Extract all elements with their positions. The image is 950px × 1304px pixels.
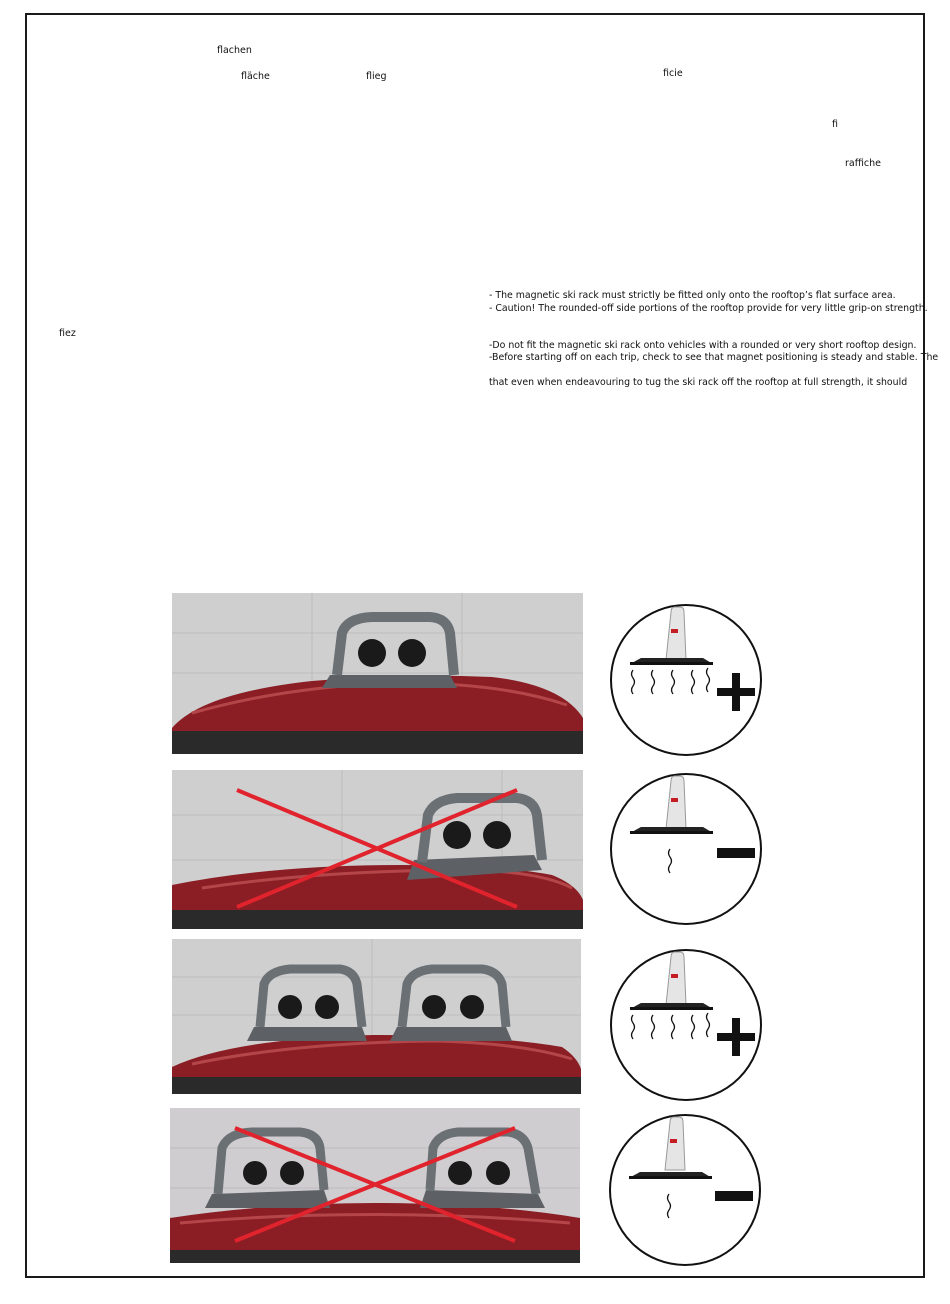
strong-grip-diagram-2 (608, 947, 764, 1103)
strong-grip-diagram (608, 602, 764, 758)
fragment-ficie: ficie (663, 68, 683, 79)
instruction-rounded-caution: - Caution! The rounded-off side portions of the rooftop provide for very little grip-on strength. (489, 303, 928, 314)
minus-sign-icon (717, 848, 755, 858)
fragment-flachen: flachen (217, 45, 252, 56)
instruction-vehicle-design: -Do not fit the magnetic ski rack onto vehicles with a rounded or very short rooftop design. (489, 340, 917, 351)
two-racks-on-rounded-roof-photo (170, 1108, 580, 1263)
weak-grip-diagram (608, 771, 764, 927)
fragment-fiez: fiez (59, 328, 76, 339)
fragment-fi: fi (832, 119, 838, 130)
instruction-tug-test: that even when endeavouring to tug the ski rack off the rooftop at full strength, it should (489, 377, 908, 388)
instruction-check-positioning: -Before starting off on each trip, check to see that magnet positioning is steady and stable. The (489, 352, 939, 363)
fragment-flieg: flieg (366, 71, 387, 82)
weak-grip-diagram-2 (607, 1112, 763, 1268)
single-rack-on-rounded-roof-edge-photo (172, 770, 583, 929)
fragment-raffiche: raffiche (845, 158, 882, 169)
minus-sign-icon (715, 1191, 753, 1201)
single-rack-on-flat-roof-photo (172, 593, 583, 754)
instruction-flat-surface: - The magnetic ski rack must strictly be fitted only onto the rooftop’s flat surface area. (489, 290, 896, 301)
fragment-flaeche: fläche (241, 71, 270, 82)
two-racks-on-flat-roof-photo (172, 939, 581, 1094)
